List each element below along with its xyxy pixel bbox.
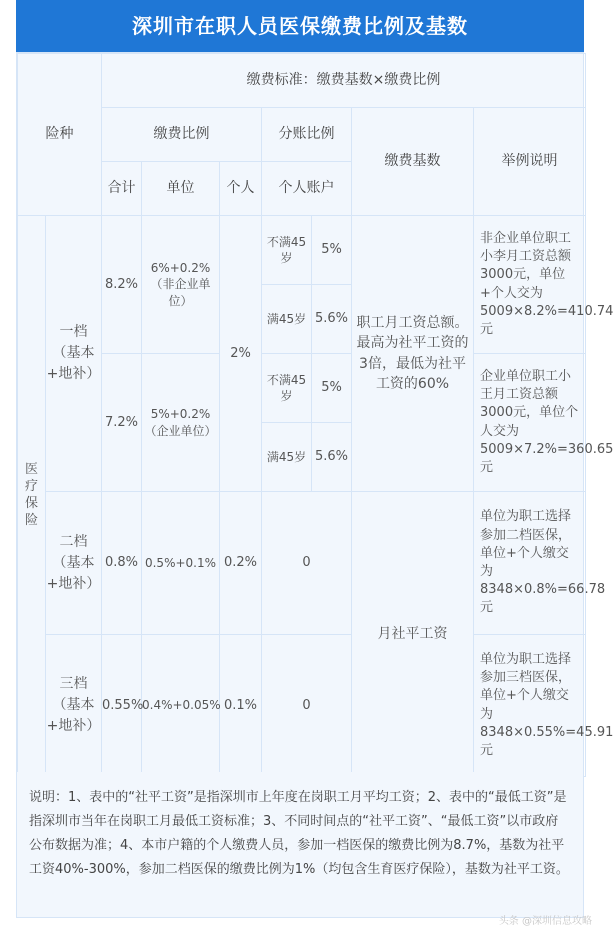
tier3-personal: 0.1%	[220, 635, 262, 777]
tier2-example: 单位为职工选择参加二档医保，单位+个人缴交为8348×0.8%=66.78元	[474, 492, 586, 635]
tier23-base: 月社平工资	[352, 492, 474, 777]
tier1-row1-rate-over: 5.6%	[312, 285, 352, 354]
tier1-row1-example: 非企业单位职工小李月工资总额3000元，单位+个人交为5009×8.2%=410.74元	[474, 216, 586, 354]
tier2-total: 0.8%	[102, 492, 142, 635]
header-standard: 缴费标准：缴费基数×缴费比例	[102, 54, 586, 108]
header-ratio: 缴费比例	[102, 108, 262, 162]
tier2-account: 0	[262, 492, 352, 635]
tier2-unit: 0.5%+0.1%	[142, 492, 220, 635]
tier1-row1-age-over: 满45岁	[262, 285, 312, 354]
tier1-base: 职工月工资总额。最高为社平工资的3倍，最低为社平工资的60%	[352, 216, 474, 492]
tier1-row2-unit: 5%+0.2%（企业单位）	[142, 354, 220, 492]
header-personal-account: 个人账户	[262, 162, 352, 216]
header-base: 缴费基数	[352, 108, 474, 216]
tier1-row2-rate-under: 5%	[312, 354, 352, 423]
tier1-label: 一档（基本+地补）	[46, 216, 102, 492]
category-medical-insurance: 医疗保险	[18, 216, 46, 777]
tier2-label: 二档（基本+地补）	[46, 492, 102, 635]
contribution-table	[16, 52, 613, 778]
page-title: 深圳市在职人员医保缴费比例及基数	[16, 0, 584, 52]
tier1-row2-example: 企业单位职工小王月工资总额3000元，单位个人交为5009×7.2%=360.65元	[474, 354, 586, 492]
tier1-row1-total: 8.2%	[102, 216, 142, 354]
tier1-row2-rate-over: 5.6%	[312, 423, 352, 492]
tier3-total: 0.55%	[102, 635, 142, 777]
tier1-row1-age-under: 不满45岁	[262, 216, 312, 285]
tier1-row2-age-under: 不满45岁	[262, 354, 312, 423]
header-split-ratio: 分账比例	[262, 108, 352, 162]
tier1-personal-ratio: 2%	[220, 216, 262, 492]
tier1-row1-unit: 6%+0.2%（非企业单位）	[142, 216, 220, 354]
tier1-row2-total: 7.2%	[102, 354, 142, 492]
header-unit: 单位	[142, 162, 220, 216]
tier3-example: 单位为职工选择参加三档医保，单位+个人缴交为8348×0.55%=45.91元	[474, 635, 586, 777]
header-total: 合计	[102, 162, 142, 216]
footnote: 说明：1、表中的“社平工资”是指深圳市上年度在岗职工月平均工资；2、表中的“最低工资”是指深圳市当年在岗职工月最低工资标准；3、不同时间点的“社平工资”、“最低工资”以市政府公布数据为准；4、本市户籍的个人缴费人员，参加一档医保的缴费比例为8.7%，基数为社平工资40%-300%，参加二档医保的缴费比例为1%（均包含生育医疗保险），基数为社平工资。	[16, 772, 584, 918]
tier1-row1-rate-under: 5%	[312, 216, 352, 285]
tier3-unit: 0.4%+0.05%	[142, 635, 220, 777]
tier3-label: 三档（基本+地补）	[46, 635, 102, 777]
watermark: 头条 @深圳信息攻略	[498, 916, 592, 927]
header-insurance-type: 险种	[18, 54, 102, 216]
header-example: 举例说明	[474, 108, 586, 216]
header-personal: 个人	[220, 162, 262, 216]
tier3-account: 0	[262, 635, 352, 777]
tier1-row2-age-over: 满45岁	[262, 423, 312, 492]
tier2-personal: 0.2%	[220, 492, 262, 635]
